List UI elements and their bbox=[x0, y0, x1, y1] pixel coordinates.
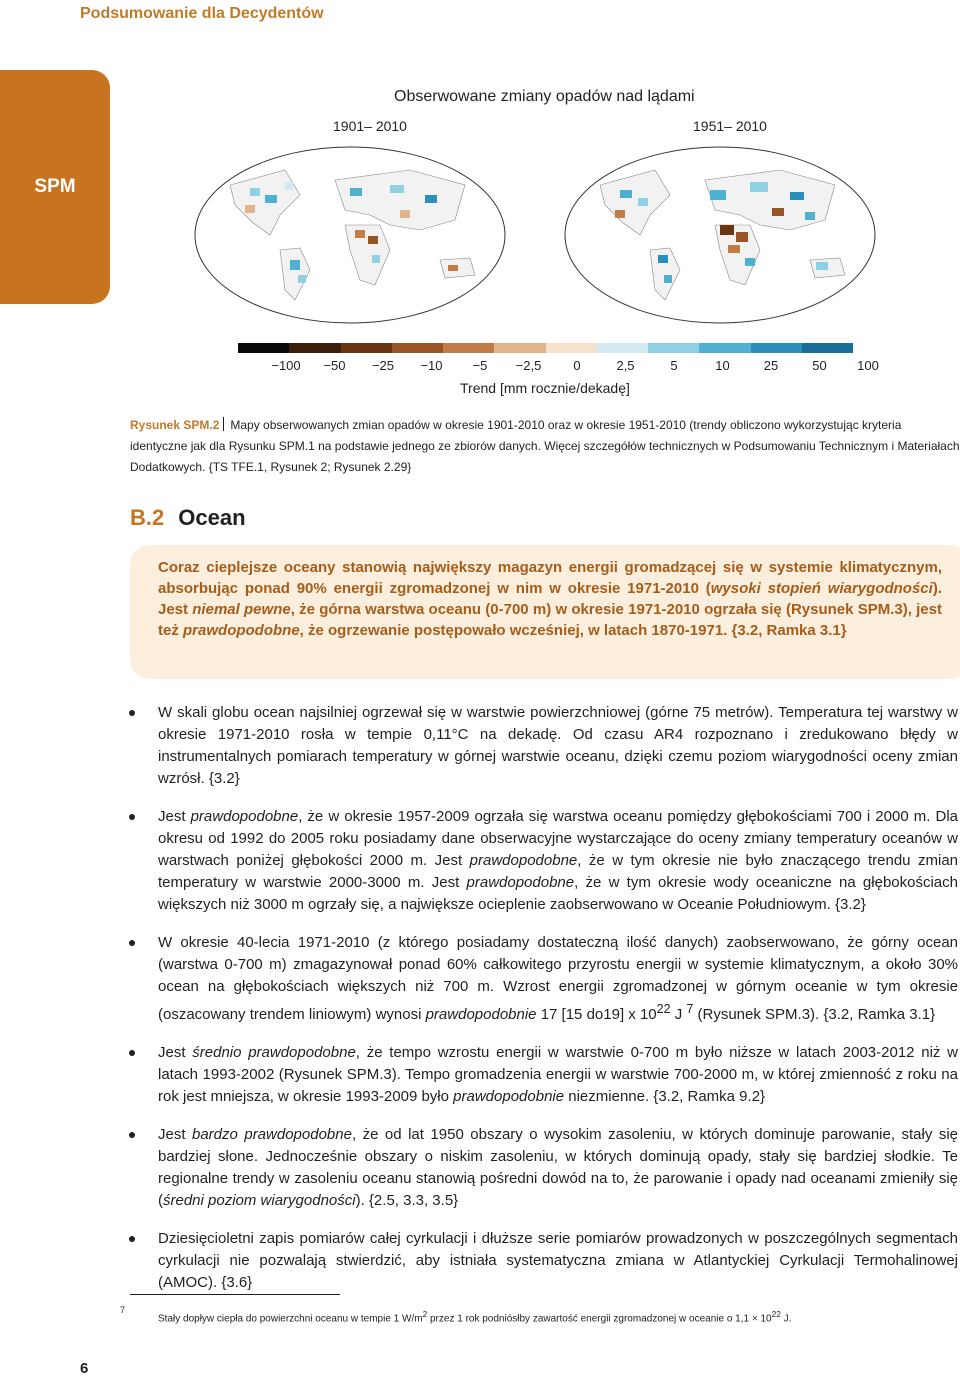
footnote-text: Stały dopływ ciepła do powierzchni oceanu w tempie 1 $W/m^2$ przez 1 rok podniósłby zawartość energii zgromadzonej w oceanie o $1,1 \times 10^{22}$ J. bbox=[158, 1309, 792, 1325]
summary-box bbox=[130, 545, 960, 679]
right-map-period: 1951– 2010 bbox=[693, 118, 767, 134]
bullet-list bbox=[128, 702, 958, 1310]
colorbar-tick-label: 5 bbox=[670, 358, 678, 373]
bullet-icon bbox=[129, 1132, 135, 1138]
colorbar-tick-label: 25 bbox=[763, 358, 779, 373]
colorbar-tick-label: −25 bbox=[371, 358, 395, 373]
footnote-reference[interactable]: 7 bbox=[686, 1002, 694, 1016]
colorbar-tick-label: 10 bbox=[715, 358, 730, 373]
colorbar-tick-label: 100 bbox=[857, 358, 879, 373]
colorbar-swatch bbox=[699, 343, 750, 353]
colorbar-tick-label: 0 bbox=[573, 358, 581, 373]
list-item: Jest prawdopodobne, że w okresie 1957-2009 ogrzała się warstwa oceanu pomiędzy głębokościami 700 i 2000 m. Dla okresu od 1992 do 2005 roku posiadamy dane obserwacyjne wystarczające do oceny zmiany temperatury oceanów w warstwach poniżej głębokości 2000 m. Jest prawdopodobne, że w tym okresie nie było znaczącego trendu zmian temperatury w warstwie 2000-3000 m. Jest prawdopodobne, że w tym okresie wody oceaniczne na głębokościach większych niż 3000 m ogrzały się, a największe ocieplenie zaobserwowano w Oceanie Południowym. {3.2} bbox=[128, 806, 958, 916]
section-title: Ocean bbox=[178, 505, 246, 530]
precip-map-1951-2010 bbox=[560, 140, 880, 330]
colorbar-tick-label: 2,5 bbox=[616, 358, 635, 373]
colorbar-swatch bbox=[494, 343, 545, 353]
colorbar-tick-label: 50 bbox=[812, 358, 827, 373]
bullet-icon bbox=[129, 1050, 135, 1056]
page-number: 6 bbox=[80, 1360, 89, 1377]
bullet-icon bbox=[129, 814, 135, 820]
colorbar-tick-label: −5 bbox=[472, 358, 488, 373]
colorbar-swatch bbox=[392, 343, 443, 353]
colorbar-swatch bbox=[238, 343, 289, 353]
caption-separator bbox=[223, 417, 224, 431]
colorbar-tick-label: −10 bbox=[420, 358, 443, 373]
bullet-icon bbox=[129, 710, 135, 716]
section-tab bbox=[0, 70, 110, 304]
bullet-icon bbox=[129, 1236, 135, 1242]
colorbar-swatch bbox=[751, 343, 802, 353]
colorbar-swatch bbox=[597, 343, 648, 353]
colorbar-swatch bbox=[443, 343, 494, 353]
footnote-number: 7 bbox=[120, 1305, 126, 1315]
section-number: B.2 bbox=[130, 505, 165, 530]
section-tab-label: SPM bbox=[34, 176, 76, 197]
list-item: Dziesięcioletni zapis pomiarów całej cyrkulacji i dłuższe serie pomiarów prowadzonych w poszczególnych segmentach cyrkulacji nie pozwalają stwierdzić, aby istniała systematyczna zmiana w Atlantyckiej Cyrkulacji Termohalinowej (AMOC). {3.6} bbox=[128, 1228, 958, 1294]
figure-caption bbox=[130, 415, 960, 478]
colorbar-swatch bbox=[341, 343, 392, 353]
left-map-period: 1901– 2010 bbox=[333, 118, 407, 134]
list-item: W okresie 40-lecia 1971-2010 (z którego posiadamy dostateczną ilość danych) zaobserwowano, że górny ocean (warstwa 0-700 m) zmagazynował ponad 60% całkowitego przyrostu energii w systemie klimatycznym, a około 30% ocean na głębokościach większych niż 700 m. Wzrost energii zgromadzonej w górnym oceanie w tym okresie (oszacowany trendem liniowym) wynosi prawdopodobnie 17 [15 do19] x $10^{22}$ J $^7$ (Rysunek SPM.3). {3.2, Ramka 3.1} bbox=[128, 932, 958, 1026]
colorbar bbox=[238, 343, 853, 353]
list-item: Jest bardzo prawdopodobne, że od lat 1950 obszary o wysokim zasoleniu, w których dominuje parowanie, stały się bardziej słone. Jednocześnie obszary o niskim zasoleniu, w których dominują opady, stały się bardziej słodkie. Te regionalne trendy w zasoleniu oceanu stanowią pośredni dowód na to, że parowanie i opady nad oceanami zmieniły się (średni poziom wiarygodności). {2.5, 3.3, 3.5} bbox=[128, 1124, 958, 1212]
list-item: W skali globu ocean najsilniej ogrzewał się w warstwie powierzchniowej (górne 75 metrów). Temperatura tej warstwy w okresie 1971-2010 rosła w tempie 0,11°C na dekadę. Od czasu AR4 rozpoznano i zredukowano błędy w instrumentalnych pomiarach temperatury w górnej warstwie oceanu, dzięki czemu poziom wiarygodności oceny zmian wzrósł. {3.2} bbox=[128, 702, 958, 790]
bullet-icon bbox=[129, 940, 135, 946]
colorbar-swatch bbox=[648, 343, 699, 353]
colorbar-ticks bbox=[230, 358, 880, 376]
running-title: Podsumowanie dla Decydentów bbox=[80, 5, 324, 22]
colorbar-swatch bbox=[546, 343, 597, 353]
colorbar-swatch bbox=[289, 343, 340, 353]
summary-text: Coraz cieplejsze oceany stanowią największy magazyn energii gromadzącej się w systemie klimatycznym, absorbując ponad 90% energii zgromadzonej w nim w okresie 1971-2010 (wysoki stopień wiarygodności). Jest niemal pewne, że górna warstwa oceanu (0-700 m) w okresie 1971-2010 ogrzała się (Rysunek SPM.3), jest też prawdopodobne, że ogrzewanie postępowało wcześniej, w latach 1870-1971. {3.2, Ramka 3.1} bbox=[158, 559, 942, 639]
caption-label: Rysunek SPM.2 bbox=[130, 418, 220, 432]
footnote-divider bbox=[130, 1294, 340, 1295]
section-heading bbox=[130, 505, 246, 531]
precip-map-1901-2010 bbox=[190, 140, 510, 330]
colorbar-tick-label: −2,5 bbox=[515, 358, 542, 373]
list-item: Jest średnio prawdopodobne, że tempo wzrostu energii w warstwie 0-700 m było niższe w latach 2003-2012 niż w latach 1993-2002 (Rysunek SPM.3). Tempo gromadzenia energii w warstwie 700-2000 m, w której zmienność z roku na rok jest mniejsza, w okresie 1993-2009 było prawdopodobnie niezmienne. {3.2, Ramka 9.2} bbox=[128, 1042, 958, 1108]
colorbar-axis-label: Trend [mm rocznie/dekadę] bbox=[460, 380, 630, 396]
figure-title: Obserwowane zmiany opadów nad lądami bbox=[394, 88, 695, 105]
colorbar-tick-label: −100 bbox=[271, 358, 301, 373]
colorbar-swatch bbox=[802, 343, 853, 353]
caption-text: Mapy obserwowanych zmian opadów w okresie 1901-2010 oraz w okresie 1951-2010 (trendy obliczono wykorzystując kryteria identyczne jak dla Rysunku SPM.1 na podstawie jednego ze zbiorów danych. Więcej szczegółów technicznych w Podsumowaniu Technicznym i Materiałach Dodatkowych. {TS TFE.1, Rysunek 2; Rysunek 2.29} bbox=[130, 418, 960, 474]
colorbar-tick-label: −50 bbox=[323, 358, 346, 373]
